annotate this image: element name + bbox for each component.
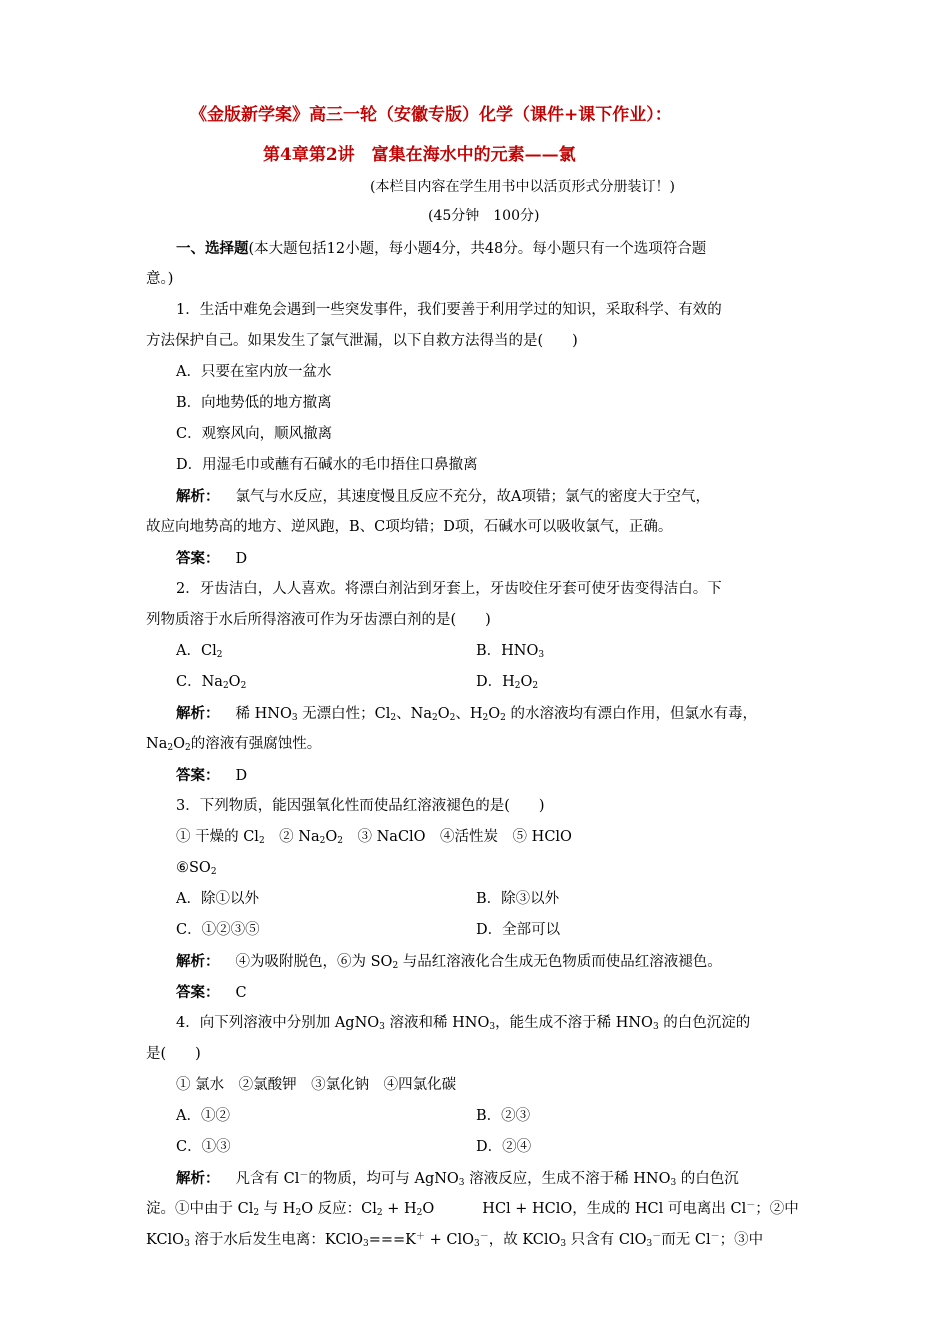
q4-items: ① 氯水 ②氯酸钾 ③氯化钠 ④四氯化碳 [176, 1077, 457, 1093]
q1-stem-line1: 1．生活中难免会遇到一些突发事件，我们要善于利用学过的知识，采取科学、有效的 [176, 302, 722, 318]
q1-stem-line2: 方法保护自己。如果发生了氯气泄漏，以下自救方法得当的是( ) [146, 333, 578, 349]
q1-answer-line [146, 543, 814, 574]
q1-option-b: B．向地势低的地方撤离 [176, 395, 332, 411]
q2-option-d: D．$H_2O_2$ [476, 674, 539, 691]
q3-option-c: C．①②③⑤ [176, 922, 260, 938]
section-description: (本大题包括12小题，每小题4分，共48分。每小题只有一个选项符合题 [248, 241, 707, 257]
analysis-label: 解析： [176, 705, 220, 722]
answer-label: 答案： [176, 550, 220, 567]
section-heading: 一、选择题 [176, 240, 249, 257]
time-score: (45分钟 100分) [428, 208, 540, 224]
q1-analysis-line2: 故应向地势高的地方、逆风跑，B、C项均错；D项，石碱水可以吸收氯气，正确。 [146, 519, 673, 535]
q2-answer: D [235, 768, 248, 784]
q3-items-cont: $⑥SO_2$ [176, 860, 217, 877]
q2-stem-line1: 2．牙齿洁白，人人喜欢。将漂白剂沾到牙套上，牙齿咬住牙套可使牙齿变得洁白。下 [176, 581, 722, 597]
q1-option-c: C．观察风向，顺风撤离 [176, 426, 333, 442]
q1-analysis-line1 [146, 481, 814, 512]
section-description-cont: 意。) [146, 271, 174, 287]
q2-answer-line [146, 760, 814, 791]
q1-option-a: A．只要在室内放一盆水 [176, 364, 332, 380]
document-body [146, 233, 814, 1256]
q3-option-a: A．除①以外 [176, 891, 259, 907]
q4-analysis-line2: 淀。①中由于 $Cl_2$ 与 $H_2O$ 反应：$Cl_2 + H_2O$ HCl + HClO，生成的 HCl 可电离出 Cl－；②中 [146, 1201, 799, 1218]
q3-answer-line [146, 977, 814, 1008]
q2-option-a: A．$Cl_2$ [176, 643, 223, 660]
q1-analysis-text: 氯气与水反应，其速度慢且反应不充分，故A项错；氯气的密度大于空气， [235, 489, 710, 505]
q4-option-d: D．②④ [476, 1139, 532, 1155]
q3-option-b: B．除③以外 [476, 891, 560, 907]
analysis-label: 解析： [176, 1170, 220, 1187]
q2-option-b: B．$HNO_3$ [476, 643, 545, 660]
answer-label: 答案： [176, 984, 220, 1001]
document-title-line1: 《金版新学案》高三一轮（安徽专版）化学（课件+课下作业）： [190, 105, 672, 125]
q2-stem-line2: 列物质溶于水后所得溶液可作为牙齿漂白剂的是( ) [146, 612, 491, 628]
q3-options-cd [146, 915, 814, 946]
analysis-label: 解析： [176, 488, 220, 505]
analysis-label: 解析： [176, 953, 220, 970]
q4-analysis-line1: 解析： 凡含有 Cl－的物质，均可与 AgNO$_3$ 溶液反应，生成不溶于稀 $HNO_3$ 的白色沉 [176, 1170, 739, 1188]
q3-analysis: 解析： ④为吸附脱色，⑥为 $SO_2$ 与品红溶液化合生成无色物质而使品红溶液褪色。 [176, 953, 722, 971]
q3-stem: 3．下列物质，能因强氧化性而使品红溶液褪色的是( ) [176, 798, 545, 814]
section-heading-line [146, 233, 814, 264]
q2-analysis-line2: $Na_2O_2$的溶液有强腐蚀性。 [146, 736, 322, 753]
q3-option-d: D．全部可以 [476, 922, 561, 938]
q1-option-d: D．用湿毛巾或蘸有石碱水的毛巾捂住口鼻撤离 [176, 457, 478, 473]
q1-answer: D [235, 551, 248, 567]
q4-option-c: C．①③ [176, 1139, 231, 1155]
q4-stem-line2: 是( ) [146, 1046, 201, 1062]
q4-options-cd [146, 1132, 814, 1163]
q4-options-ab [146, 1101, 814, 1132]
q2-options-cd [146, 667, 814, 698]
q3-answer: C [235, 985, 247, 1001]
document-title-line2: 第4章第2讲 富集在海水中的元素——氯 [263, 145, 576, 165]
q4-analysis-line3: KClO$_3$ 溶于水后发生电离：KClO$_3$===K＋ + ClO$_3$－，故 KClO$_3$ 只含有 ClO$_3$－而无 Cl－；③中 [146, 1232, 764, 1249]
q4-option-a: A．①② [176, 1108, 230, 1124]
q2-analysis-line1: 解析： 稀 $HNO_3$ 无漂白性；$Cl_2$、$Na_2O_2$、$H_2O_2$ 的水溶液均有漂白作用，但氯水有毒， [176, 705, 757, 723]
q3-items: ① 干燥的 $Cl_2$ ② $Na_2O_2$ ③ NaClO ④活性炭 ⑤ HClO [176, 829, 572, 846]
answer-label: 答案： [176, 767, 220, 784]
q3-options-ab [146, 884, 814, 915]
q4-option-b: B．②③ [476, 1108, 531, 1124]
binding-note: (本栏目内容在学生用书中以活页形式分册装订！) [370, 179, 675, 195]
q2-option-c: C．$Na_2O_2$ [176, 674, 247, 691]
q4-stem-line1: 4．向下列溶液中分别加 AgNO$_3$ 溶液和稀 $HNO_3$，能生成不溶于稀 $HNO_3$ 的白色沉淀的 [176, 1015, 751, 1032]
q2-options-ab [146, 636, 814, 667]
